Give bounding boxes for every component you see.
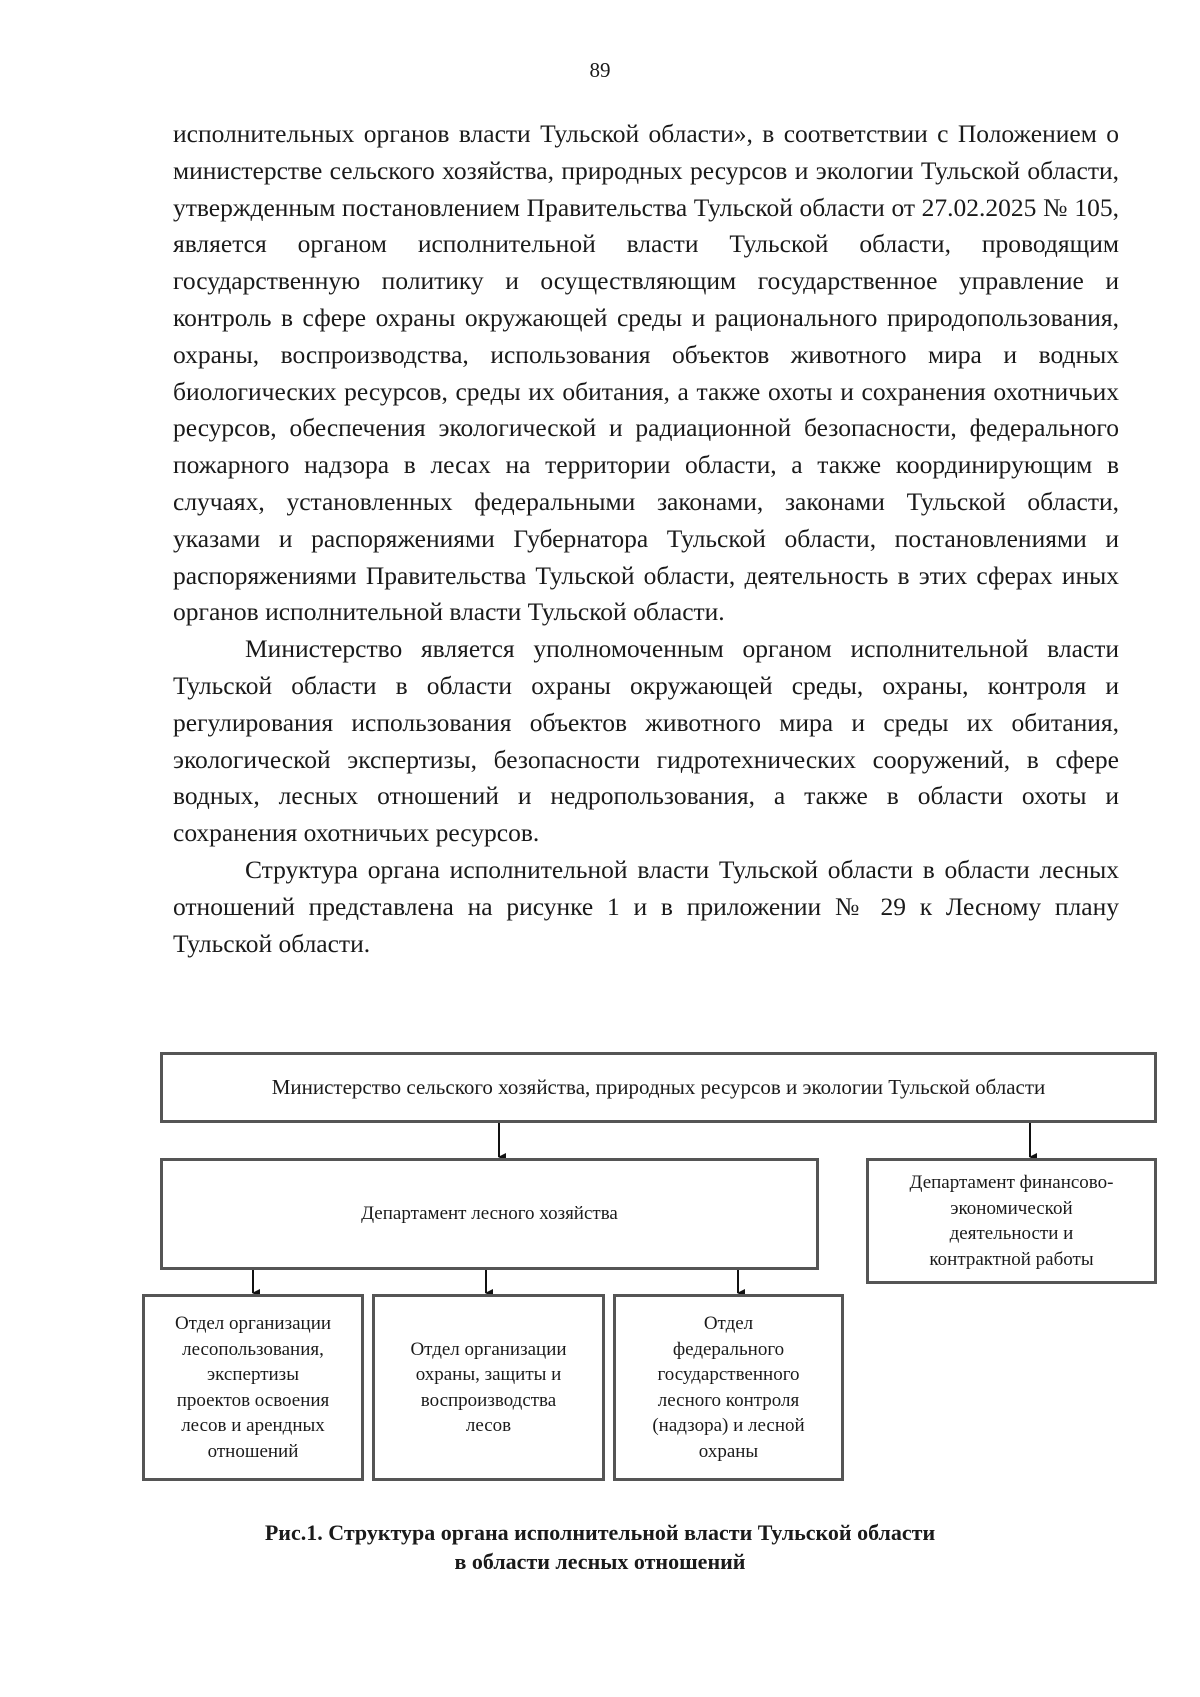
box-line: экономической bbox=[950, 1197, 1073, 1219]
box-line: контрактной работы bbox=[929, 1248, 1094, 1270]
box-line: лесов bbox=[465, 1415, 512, 1436]
box-line: охраны, защиты и bbox=[415, 1364, 562, 1385]
box-line: проектов освоения bbox=[176, 1389, 330, 1411]
page-number: 89 bbox=[589, 58, 611, 82]
box-line: охраны bbox=[698, 1440, 759, 1462]
finance-department-box bbox=[866, 1158, 1157, 1284]
paragraph-2: Министерство является уполномоченным органом исполнительной власти Тульской области в области охраны окружающей среды, охраны, контроля и регулирования использования объектов животного мира и среды их обитания, экологической экспертизы, безопасности гидротехнических сооружений, в сфере водных, лесных отношений и недропользования, а также в области охоты и сохранения охотничьих ресурсов. bbox=[173, 634, 1119, 848]
box-line: федерального bbox=[672, 1338, 785, 1360]
box-line: государственного bbox=[657, 1364, 800, 1385]
figure-caption bbox=[0, 1518, 1200, 1576]
box-line: отношений bbox=[207, 1440, 299, 1462]
caption-line: в области лесных отношений bbox=[454, 1549, 746, 1574]
box-line: Отдел организации bbox=[174, 1313, 332, 1334]
caption-line: Рис.1. Структура органа исполнительной власти Тульской области bbox=[264, 1520, 936, 1545]
box-line: Министерство сельского хозяйства, природных ресурсов и экологии Тульской области bbox=[271, 1074, 1046, 1099]
box-line: лесного контроля bbox=[657, 1389, 800, 1411]
box-line: Отдел организации bbox=[410, 1338, 567, 1360]
box-line: деятельности и bbox=[949, 1223, 1074, 1244]
ministry-box bbox=[160, 1052, 1157, 1123]
box-line: воспроизводства bbox=[420, 1389, 557, 1411]
paragraph-1: исполнительных органов власти Тульской области», в соответствии с Положением о министерстве сельского хозяйства, природных ресурсов и экологии Тульской области, утвержденным постановлением Правительства Тульской области от 27.02.2025 № 105, является органом исполнительной власти Тульской области, проводящим государственную политику и осуществляющим государственное управление и контроль в сфере охраны окружающей среды и рационального природопользования, охраны, воспроизводства, использования объектов животного мира и водных биологических ресурсов, среды их обитания, а также охоты и сохранения охотничьих ресурсов, обеспечения экологической и радиационной безопасности, федерального пожарного надзора в лесах на территории области, а также координирующим в случаях, установленных федеральными законами, законами Тульской области, указами и распоряжениями Губернатора Тульской области, постановлениями и распоряжениями Правительства Тульской области, деятельность в этих сферах иных органов исполнительной власти Тульской области. bbox=[173, 119, 1119, 627]
box-line: экспертизы bbox=[207, 1364, 299, 1385]
box-line: Департамент лесного хозяйства bbox=[361, 1203, 618, 1225]
box-line: Отдел bbox=[703, 1313, 754, 1334]
box-line: Департамент финансово- bbox=[909, 1172, 1114, 1193]
forest-protection-division-box bbox=[372, 1294, 605, 1481]
body-text bbox=[173, 116, 1119, 962]
forest-department-box bbox=[160, 1158, 819, 1270]
box-line: лесопользования, bbox=[182, 1338, 324, 1360]
paragraph-3: Структура органа исполнительной власти Тульской области в области лесных отношений представлена на рисунке 1 и в приложении № 29 к Лесному плану Тульской области. bbox=[173, 854, 1119, 958]
forest-control-division-box bbox=[613, 1294, 844, 1481]
box-line: лесов и арендных bbox=[181, 1415, 325, 1436]
forest-use-division-box bbox=[142, 1294, 364, 1481]
box-line: (надзора) и лесной bbox=[652, 1415, 805, 1436]
